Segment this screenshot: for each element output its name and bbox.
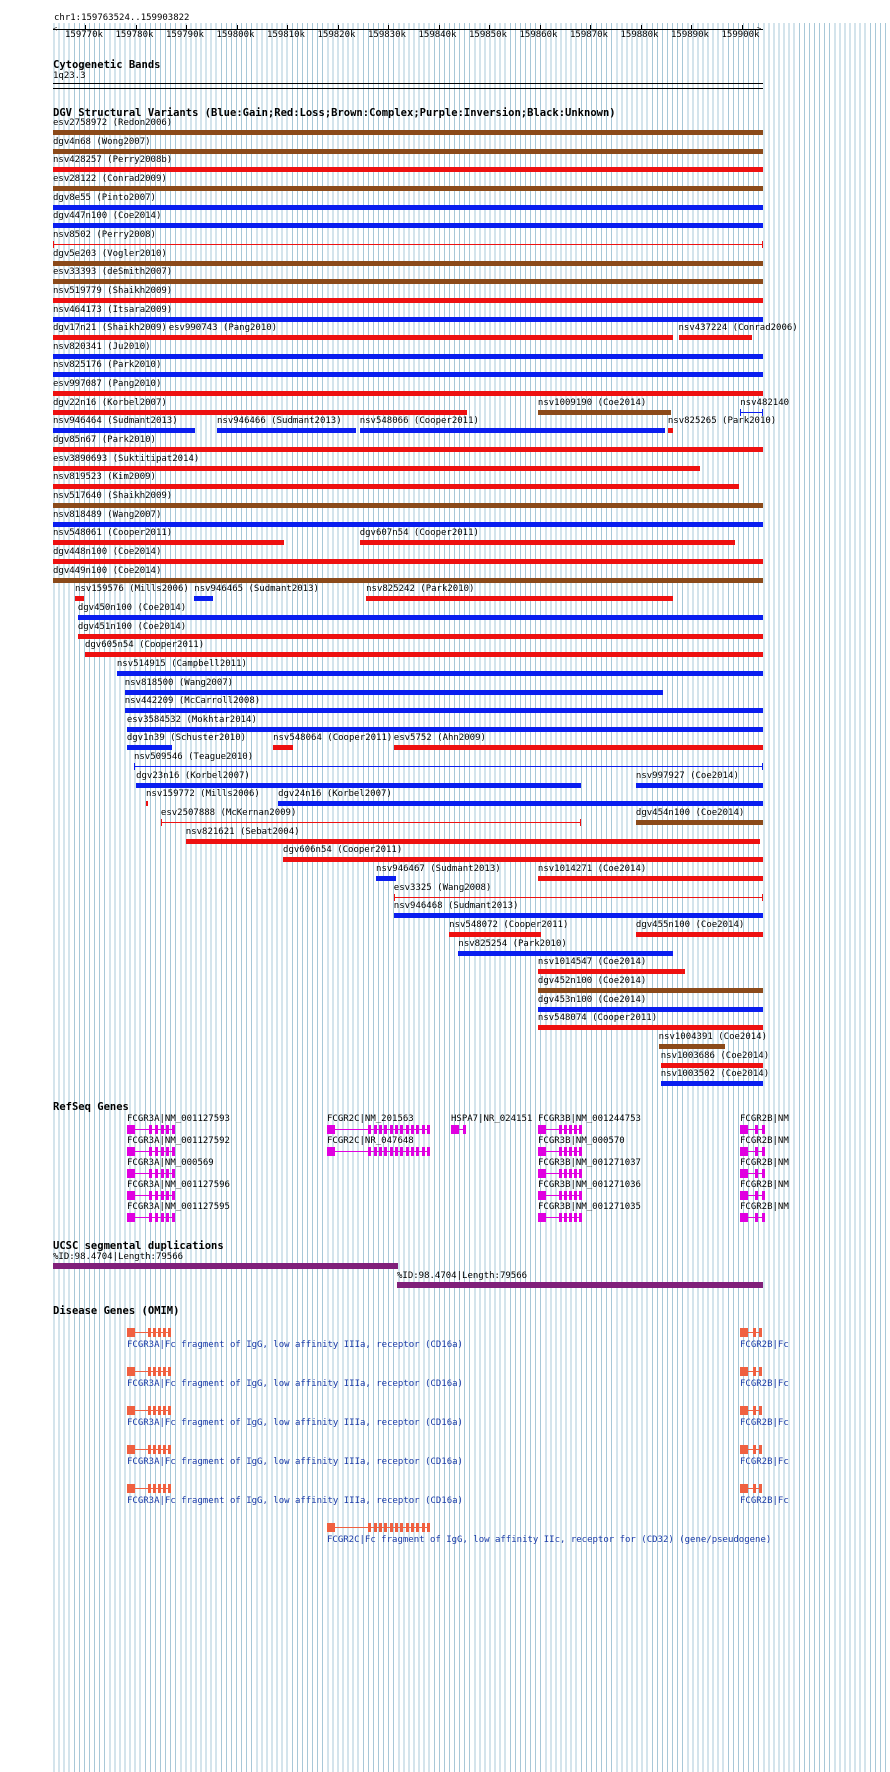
refseq-gene-label: FCGR2B|NM [740, 1202, 789, 1212]
sv-label: nsv946468 (Sudmant2013) [393, 901, 519, 912]
sv-bar[interactable] [659, 1044, 725, 1049]
sv-bar[interactable] [125, 690, 663, 695]
sv-bar[interactable] [117, 671, 763, 676]
sv-bar[interactable] [53, 354, 763, 359]
sv-label: nsv1003502 (Coe2014) [660, 1069, 770, 1080]
sv-label: nsv517640 (Shaikh2009) [53, 491, 173, 501]
omim-gene-label[interactable]: FCGR2B|Fc [740, 1457, 789, 1467]
sv-bar-end [134, 763, 135, 770]
sv-bar[interactable] [186, 839, 760, 844]
sv-label: nsv825254 (Park2010) [458, 938, 567, 949]
ruler-tick-label: 159820k [317, 30, 356, 40]
sv-bar[interactable] [53, 244, 763, 245]
sv-label: nsv821621 (Sebat2004) [185, 826, 300, 837]
refseq-gene-model[interactable] [451, 1125, 466, 1134]
sv-label: dgv23n16 (Korbel2007) [136, 770, 250, 781]
sv-bar[interactable] [53, 503, 763, 508]
sv-label: esv3584532 (Mokhtar2014) [126, 714, 257, 725]
sv-label: dgv453n100 (Coe2014) [537, 994, 647, 1005]
refseq-gene-label: FCGR3A|NM_001127592 [127, 1136, 230, 1146]
sv-bar[interactable] [53, 559, 763, 564]
refseq-gene-model[interactable] [740, 1213, 765, 1222]
sv-bar[interactable] [53, 372, 763, 377]
refseq-gene-model[interactable] [740, 1169, 765, 1178]
sv-bar[interactable] [278, 801, 763, 806]
refseq-gene-model[interactable] [538, 1213, 582, 1222]
sv-bar[interactable] [146, 801, 148, 806]
sv-bar-end [762, 894, 763, 901]
ruler-tick-label: 159890k [671, 30, 709, 40]
omim-gene-label[interactable]: FCGR2B|Fc [740, 1379, 789, 1389]
sv-bar[interactable] [127, 727, 763, 732]
sv-label: nsv1003686 (Coe2014) [660, 1050, 770, 1061]
refseq-gene-model[interactable] [740, 1191, 765, 1200]
segdup-label-2: %ID:98.4704|Length:79566 [397, 1271, 528, 1281]
sv-label: dgv605n54 (Cooper2011) [84, 640, 205, 651]
omim-gene-model[interactable] [127, 1367, 171, 1376]
sv-bar[interactable] [53, 167, 763, 172]
omim-gene-model[interactable] [740, 1406, 762, 1415]
sv-label: esv3890693 (Suktitipat2014) [53, 453, 200, 464]
sv-label: nsv548074 (Cooper2011) [537, 1013, 658, 1024]
omim-gene-label[interactable]: FCGR2B|Fc [740, 1418, 789, 1428]
sv-bar[interactable] [538, 1007, 763, 1012]
sv-label: dgv607n54 (Cooper2011) [359, 528, 479, 539]
sv-bar[interactable] [636, 783, 763, 788]
sv-label: nsv946466 (Sudmant2013) [217, 416, 342, 427]
sv-bar[interactable] [366, 596, 673, 601]
refseq-gene-label: FCGR3A|NM_001127595 [127, 1202, 230, 1212]
omim-gene-label[interactable]: FCGR3A|Fc fragment of IgG, low affinity IIIa, receptor (CD16a) [127, 1457, 463, 1467]
sv-label: esv997087 (Pang2010) [53, 379, 162, 390]
omim-gene-label[interactable]: FCGR2C|Fc fragment of IgG, low affinity IIc, receptor for (CD32) (gene/pseudogene) [327, 1535, 772, 1545]
sv-label: nsv819523 (Kim2009) [53, 472, 156, 483]
omim-gene-label[interactable]: FCGR3A|Fc fragment of IgG, low affinity IIIa, receptor (CD16a) [127, 1379, 463, 1389]
sv-bar[interactable] [85, 652, 763, 657]
sv-label: nsv946464 (Sudmant2013) [53, 416, 178, 427]
sv-bar[interactable] [53, 484, 739, 489]
refseq-gene-label: FCGR3B|NM_000570 [538, 1136, 625, 1146]
sv-bar[interactable] [53, 186, 763, 191]
sv-bar[interactable] [53, 335, 169, 340]
omim-gene-label[interactable]: FCGR3A|Fc fragment of IgG, low affinity IIIa, receptor (CD16a) [127, 1340, 463, 1350]
sv-label: dgv454n100 (Coe2014) [635, 808, 745, 819]
sv-label: nsv514915 (Campbell2011) [116, 658, 247, 669]
refseq-gene-label: FCGR2C|NM_201563 [327, 1114, 414, 1124]
refseq-gene-label: FCGR3B|NM_001271036 [538, 1180, 641, 1190]
refseq-gene-label: HSPA7|NR_024151 [451, 1114, 533, 1124]
sv-bar[interactable] [668, 428, 673, 433]
sv-label: nsv946467 (Sudmant2013) [376, 864, 501, 874]
sv-bar[interactable] [538, 876, 763, 881]
sv-bar[interactable] [134, 766, 763, 767]
sv-bar[interactable] [538, 969, 685, 974]
sv-label: dgv452n100 (Coe2014) [537, 975, 647, 986]
sv-label: dgv1n39 (Schuster2010) [126, 733, 247, 744]
sv-bar[interactable] [360, 428, 665, 433]
refseq-gene-label: FCGR3A|NM_001127593 [127, 1114, 230, 1124]
sv-bar[interactable] [78, 634, 763, 639]
sv-label: esv990743 (Pang2010) [168, 323, 278, 334]
ruler-tick-label: 159850k [469, 30, 507, 40]
refseq-gene-model[interactable] [127, 1213, 175, 1222]
sv-bar-end [394, 894, 395, 901]
refseq-gene-model[interactable] [127, 1125, 175, 1134]
sv-label: nsv442209 (McCarroll2008) [124, 696, 261, 707]
omim-gene-model[interactable] [740, 1445, 762, 1454]
ruler-tick-label: 159900k [721, 30, 760, 40]
omim-gene-model[interactable] [127, 1445, 171, 1454]
omim-title: Disease Genes (OMIM) [53, 1305, 180, 1317]
sv-bar[interactable] [53, 522, 763, 527]
sv-bar[interactable] [125, 708, 763, 713]
sv-label: nsv818489 (Wang2007) [53, 509, 162, 520]
sv-label: nsv1004391 (Coe2014) [658, 1031, 767, 1042]
sv-bar-end [53, 241, 54, 248]
sv-label: nsv825265 (Park2010) [667, 416, 777, 427]
ruler-tick-label: 159860k [519, 30, 558, 40]
sv-bar[interactable] [161, 822, 581, 823]
sv-label: dgv4n68 (Wong2007) [53, 136, 151, 147]
refseq-gene-model[interactable] [538, 1125, 582, 1134]
omim-gene-label[interactable]: FCGR3A|Fc fragment of IgG, low affinity IIIa, receptor (CD16a) [127, 1496, 463, 1506]
sv-label: nsv548066 (Cooper2011) [359, 416, 479, 427]
sv-bar[interactable] [636, 820, 763, 825]
sv-label: esv2507888 (McKernan2009) [160, 808, 297, 819]
cytoband-line-2 [53, 88, 763, 89]
sv-bar[interactable] [53, 391, 763, 396]
sv-bar[interactable] [273, 745, 293, 750]
sv-bar[interactable] [78, 615, 763, 620]
sv-label: dgv17n21 (Shaikh2009) [53, 323, 167, 334]
sv-bar[interactable] [636, 932, 763, 937]
ruler-location: chr1:159763524..159903822 [54, 13, 190, 23]
sv-label: nsv428257 (Perry2008b) [53, 155, 173, 166]
sv-label: nsv548072 (Cooper2011) [449, 919, 569, 930]
sv-label: nsv820341 (Ju2010) [53, 341, 151, 352]
sv-label: esv33393 (deSmith2007) [53, 267, 173, 278]
sv-bar[interactable] [53, 428, 195, 433]
sv-bar[interactable] [458, 951, 672, 956]
refseq-title: RefSeq Genes [53, 1101, 129, 1113]
sv-bar[interactable] [740, 412, 763, 413]
ruler-left-arrow: < [53, 25, 58, 33]
sv-label: nsv437224 (Conrad2006) [678, 323, 798, 334]
sv-label: nsv1014547 (Coe2014) [537, 957, 647, 968]
sv-bar-end [762, 241, 763, 248]
refseq-gene-model[interactable] [327, 1147, 430, 1156]
sv-bar[interactable] [217, 428, 356, 433]
sv-bar[interactable] [661, 1063, 763, 1068]
sv-bar-end [580, 819, 581, 826]
refseq-gene-label: FCGR3B|NM_001271037 [538, 1158, 641, 1168]
refseq-gene-label: FCGR3A|NM_000569 [127, 1158, 214, 1168]
sv-bar[interactable] [449, 932, 541, 937]
ruler-right-arrow: > [757, 25, 762, 33]
sv-label: dgv447n100 (Coe2014) [53, 211, 162, 222]
sv-label: nsv159772 (Mills2006) [146, 789, 260, 800]
sv-label: nsv825176 (Park2010) [53, 360, 162, 371]
refseq-gene-model[interactable] [327, 1125, 430, 1134]
refseq-gene-model[interactable] [127, 1169, 175, 1178]
sv-label: nsv548064 (Cooper2011) [273, 733, 393, 744]
sv-label: dgv22n16 (Korbel2007) [53, 397, 167, 408]
sv-label: esv5752 (Ahn2009) [393, 733, 486, 744]
sv-label: nsv509546 (Teague2010) [133, 752, 254, 763]
sv-label: nsv946465 (Sudmant2013) [194, 584, 319, 595]
omim-gene-model[interactable] [740, 1484, 762, 1493]
sv-bar[interactable] [360, 540, 736, 545]
refseq-gene-model[interactable] [740, 1147, 765, 1156]
sv-bar[interactable] [376, 876, 396, 881]
ruler-tick-label: 159810k [267, 30, 305, 40]
sv-bar[interactable] [53, 298, 763, 303]
ruler-tick-label: 159800k [216, 30, 255, 40]
sv-bar[interactable] [53, 578, 763, 583]
sv-label: dgv24n16 (Korbel2007) [278, 789, 392, 800]
sv-bar[interactable] [679, 335, 753, 340]
omim-gene-model[interactable] [127, 1406, 171, 1415]
ruler-tick-label: 159880k [620, 30, 659, 40]
ruler-tick-label: 159870k [570, 30, 608, 40]
sv-bar[interactable] [53, 279, 763, 284]
refseq-gene-label: FCGR2C|NR_047648 [327, 1136, 414, 1146]
segdup-bar-1 [53, 1263, 398, 1269]
omim-gene-model[interactable] [327, 1523, 430, 1532]
sv-label: nsv482140 [740, 397, 790, 408]
refseq-gene-model[interactable] [538, 1169, 582, 1178]
sv-bar[interactable] [661, 1081, 763, 1086]
sv-bar-end [762, 763, 763, 770]
refseq-gene-model[interactable] [538, 1191, 582, 1200]
sv-bar[interactable] [169, 335, 673, 340]
refseq-gene-label: FCGR2B|NM [740, 1136, 789, 1146]
ruler [0, 24, 890, 44]
segdup-bar-2 [397, 1282, 763, 1288]
sv-bar-end [161, 819, 162, 826]
sv-bar[interactable] [538, 988, 763, 993]
sv-bar-end [762, 409, 763, 416]
refseq-gene-model[interactable] [538, 1147, 582, 1156]
sv-label: esv3325 (Wang2008) [393, 882, 492, 893]
sv-label: esv28122 (Conrad2009) [53, 173, 167, 184]
sv-bar[interactable] [53, 447, 763, 452]
refseq-gene-label: FCGR2B|NM [740, 1114, 789, 1124]
sv-bar[interactable] [53, 466, 700, 471]
sv-bar[interactable] [53, 149, 763, 154]
sv-bar[interactable] [53, 223, 763, 228]
refseq-gene-label: FCGR3A|NM_001127596 [127, 1180, 230, 1190]
sv-bar[interactable] [538, 1025, 763, 1030]
segdup-title: UCSC segmental duplications [53, 1240, 224, 1252]
sv-bar[interactable] [283, 857, 763, 862]
sv-label: dgv85n67 (Park2010) [53, 435, 156, 446]
sv-bar-end [740, 409, 741, 416]
sv-bar[interactable] [194, 596, 212, 601]
omim-gene-model[interactable] [740, 1328, 762, 1337]
omim-gene-model[interactable] [127, 1484, 171, 1493]
segdup-label-1: %ID:98.4704|Length:79566 [53, 1252, 184, 1262]
sv-label: nsv818500 (Wang2007) [124, 677, 234, 688]
omim-gene-label[interactable]: FCGR2B|Fc [740, 1340, 789, 1350]
cytoband-title: Cytogenetic Bands [53, 59, 161, 71]
sv-label: nsv1014271 (Coe2014) [537, 864, 647, 874]
sv-label: dgv449n100 (Coe2014) [53, 565, 162, 576]
omim-gene-label[interactable]: FCGR3A|Fc fragment of IgG, low affinity IIIa, receptor (CD16a) [127, 1418, 463, 1428]
refseq-gene-label: FCGR3B|NM_001271035 [538, 1202, 641, 1212]
refseq-gene-label: FCGR3B|NM_001244753 [538, 1114, 641, 1124]
refseq-gene-model[interactable] [740, 1125, 765, 1134]
refseq-gene-label: FCGR2B|NM [740, 1158, 789, 1168]
refseq-gene-model[interactable] [127, 1147, 175, 1156]
sv-bar[interactable] [538, 410, 671, 415]
sv-bar[interactable] [53, 261, 763, 266]
dgv-title: DGV Structural Variants (Blue:Gain;Red:Loss;Brown:Complex;Purple:Inversion;Black:Unknown) [53, 107, 616, 119]
sv-label: dgv5e203 (Vogler2010) [53, 248, 167, 259]
sv-label: nsv1009190 (Coe2014) [537, 397, 647, 408]
cytoband-label: 1q23.3 [53, 71, 86, 81]
sv-bar[interactable] [127, 745, 172, 750]
sv-label: nsv825242 (Park2010) [366, 584, 475, 595]
sv-label: dgv8e55 (Pinto2007) [53, 192, 156, 203]
sv-label: nsv159576 (Mills2006) [75, 584, 189, 595]
ruler-tick-label: 159790k [166, 30, 204, 40]
sv-label: dgv450n100 (Coe2014) [77, 602, 187, 613]
sv-label: nsv464173 (Itsara2009) [53, 304, 173, 315]
sv-label: dgv606n54 (Cooper2011) [283, 845, 403, 856]
omim-gene-model[interactable] [127, 1328, 171, 1337]
sv-bar[interactable] [136, 783, 580, 788]
sv-bar[interactable] [394, 745, 763, 750]
sv-bar[interactable] [394, 897, 763, 898]
sv-label: dgv451n100 (Coe2014) [77, 621, 187, 632]
sv-label: nsv548061 (Cooper2011) [53, 528, 173, 539]
sv-label: esv2758972 (Redon2006) [53, 118, 173, 128]
sv-bar[interactable] [53, 317, 763, 322]
sv-bar[interactable] [53, 410, 467, 415]
sv-bar[interactable] [394, 913, 763, 918]
sv-bar[interactable] [53, 130, 763, 135]
cytoband-line [53, 83, 763, 84]
sv-bar[interactable] [75, 596, 84, 601]
refseq-gene-label: FCGR2B|NM [740, 1180, 789, 1190]
ruler-tick-label: 159770k [65, 30, 103, 40]
sv-label: nsv8502 (Perry2008) [53, 229, 156, 240]
sv-bar[interactable] [53, 205, 763, 210]
sv-label: nsv997927 (Coe2014) [635, 770, 739, 781]
ruler-tick-label: 159830k [368, 30, 406, 40]
ruler-tick-label: 159840k [418, 30, 457, 40]
ruler-tick-label: 159780k [115, 30, 154, 40]
sv-label: nsv519779 (Shaikh2009) [53, 285, 173, 296]
omim-gene-label[interactable]: FCGR2B|Fc [740, 1496, 789, 1506]
sv-bar[interactable] [53, 540, 284, 545]
refseq-gene-model[interactable] [127, 1191, 175, 1200]
sv-label: dgv448n100 (Coe2014) [53, 546, 162, 557]
sv-label: dgv455n100 (Coe2014) [635, 919, 745, 930]
omim-gene-model[interactable] [740, 1367, 762, 1376]
